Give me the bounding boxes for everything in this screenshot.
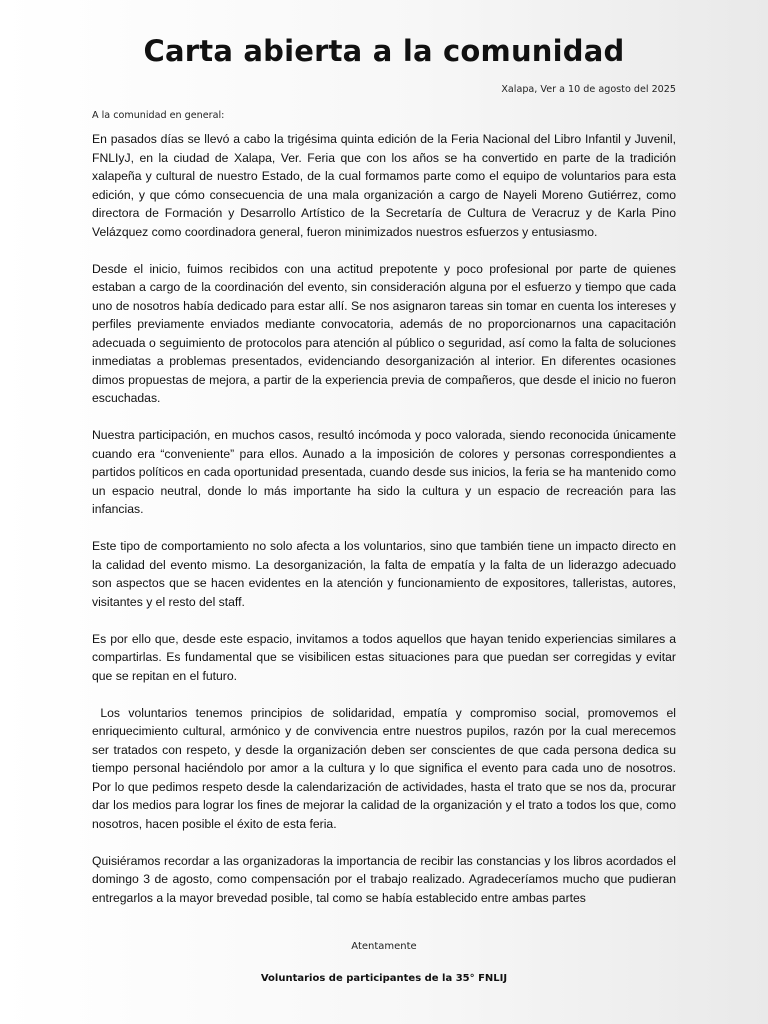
letter-body (92, 130, 680, 926)
signature: Voluntarios de participantes de la 35° FNLIJ (260, 973, 508, 984)
paragraph: Quisiéramos recordar a las organizadoras la importancia de recibir las constancias y los libros acordados el domingo 3 de agosto, como compensación por el trabajo realizado. Agradeceríamos mucho que pudieran entregarlos a la mayor brevedad posible, tal como se había establecido entre ambas partes (92, 853, 676, 905)
closing: Atentamente (351, 941, 417, 952)
paragraph: Este tipo de comportamiento no solo afecta a los voluntarios, sino que también tiene un impacto directo en la calidad del evento mismo. La desorganización, la falta de empatía y la falta de un liderazgo adecuado son aspectos que se hacen evidentes en la atención y funcionamiento de expositores, talleristas, autores, visitantes y el resto del staff. (92, 539, 676, 609)
paragraph: Nuestra participación, en muchos casos, resultó incómoda y poco valorada, siendo reconocida únicamente cuando era “conveniente” para ellos. Aunado a la imposición de colores y personas correspondientes a partidos políticos en cada oportunidad presentada, cuando desde sus inicios, la feria se ha mantenido como un espacio neutral, donde lo más importante ha sido la cultura y un espacio de recreación para las infancias. (92, 428, 676, 516)
paragraph: Desde el inicio, fuimos recibidos con una actitud prepotente y poco profesional por parte de quienes estaban a cargo de la coordinación del evento, sin consideración alguna por el esfuerzo y tiempo que cada uno de nosotros había dedicado para estar allí. Se nos asignaron tareas sin tomar en cuenta los intereses y perfiles previamente enviados mediante convocatoria, además de no proporcionarnos una capacitación adecuada o seguimiento de protocolos para atención al público o seguridad, así como la falta de soluciones inmediatas a problemas presentados, evidenciando desorganización al interior. En diferentes ocasiones dimos propuestas de mejora, a partir de la experiencia previa de compañeros, que desde el inicio no fueron escuchadas. (92, 261, 676, 405)
paragraph: Los voluntarios tenemos principios de solidaridad, empatía y compromiso social, promovemos el enriquecimiento cultural, armónico y de convivencia entre nuestros pupilos, razón por la cual merecemos ser tratados con respeto, y desde la organización deben ser conscientes de que cada persona dedica su tiempo personal haciéndolo por amor a la cultura y lo que significa el evento para cada uno de nosotros. Por lo que pedimos respeto desde la calendarización de actividades, hasta el trato que se nos da, procurar dar los medios para lograr los fines de mejorar la calidad de la organización y el trato a todos los que, como nosotros, hacen posible el éxito de esta feria. (92, 705, 680, 831)
paragraph: Es por ello que, desde este espacio, invitamos a todos aquellos que hayan tenido experiencias similares a compartirlas. Es fundamental que se visibilicen estas situaciones para que puedan ser corregidas y evitar que se repitan en el futuro. (92, 631, 676, 683)
letter-title: Carta abierta a la comunidad (143, 34, 625, 68)
greeting: A la comunidad en general: (92, 110, 225, 121)
paragraph: En pasados días se llevó a cabo la trigésima quinta edición de la Feria Nacional del Libro Infantil y Juvenil, FNLIyJ, en la ciudad de Xalapa, Ver. Feria que con los años se ha convertido en parte de la tradición xalapeña y cultural de nuestro Estado, de la cual formamos parte como el equipo de voluntarios para esta edición, y que cómo consecuencia de una mala organización a cargo de Nayeli Moreno Gutiérrez, como directora de Formación y Desarrollo Artístico de la Secretaría de Cultura de Veracruz y de Karla Pino Velázquez como coordinadora general, fueron minimizados nuestros esfuerzos y entusiasmo. (92, 132, 676, 239)
date-line: Xalapa, Ver a 10 de agosto del 2025 (501, 84, 676, 95)
